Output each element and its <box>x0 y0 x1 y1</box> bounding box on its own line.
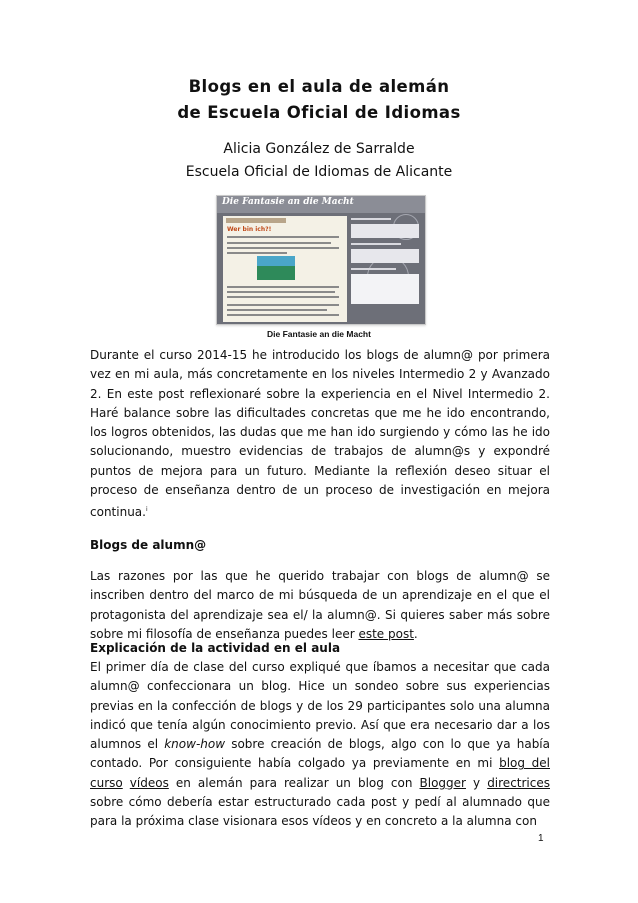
videos-link[interactable]: vídeos <box>129 775 169 790</box>
post-heading: Wer bin ich?! <box>227 226 272 233</box>
figure-caption: Die Fantasie an die Macht <box>267 329 371 339</box>
section-text: sobre creación de blogs, algo con lo que ya había contado. Por consiguiente había colgado ya previamente en mi <box>90 737 550 771</box>
text-line <box>227 236 339 238</box>
section-text-end: . <box>413 626 418 641</box>
intro-text: Durante el curso 2014-15 he introducido los blogs de alumn@ por primera vez en mi aula, más concretamente en los niveles Intermedio 2 y Avanzado 2. En este post reflexionaré sobre la experiencia en el Nivel Intermedio 2. Haré balance sobre las dificultades concretas que me he ido encontrando, los logros obtenidos, las dudas que me han ido surgiendo y cómo las he ido solucionando, muestro evidencias de trabajos de alumn@s y expondré puntos de mejora para un futuro. Mediante la reflexión deseo situar el proceso de enseñanza dentro de un proceso de investigación en mejora continua. <box>90 348 550 520</box>
footnote-marker: i <box>145 506 148 514</box>
know-how-term: know-how <box>164 737 226 752</box>
sidebar-widget <box>351 274 419 304</box>
text-line <box>227 304 339 306</box>
section-text: El primer día de clase del curso expliqué que íbamos a necesitar que cada alumn@ confeccionara un blog. Hice un sondeo sobre sus experiencias previas en la confección de blogs y de los 29 participantes solo una alumna indicó que tenía algún conocimiento previo. Así que era necesario dar a los alumnos el <box>90 660 550 752</box>
directrices-link[interactable]: directrices <box>487 775 550 790</box>
page-number: 1 <box>538 833 544 844</box>
sidebar-line <box>351 218 391 220</box>
blog-del-curso-link[interactable]: blog del curso <box>90 756 550 790</box>
sidebar-widget <box>351 224 419 238</box>
blogger-link[interactable]: Blogger <box>419 775 466 790</box>
text-line <box>227 291 335 293</box>
text-line <box>227 252 287 254</box>
document-title-line-1: Blogs en el aula de alemán <box>188 77 450 96</box>
section-heading-blogs: Blogs de alumn@ <box>90 538 207 552</box>
document-title-line-2: de Escuela Oficial de Idiomas <box>177 103 461 122</box>
este-post-link[interactable]: este post <box>358 626 414 641</box>
sidebar-line <box>351 268 396 270</box>
blog-screenshot-image <box>216 195 426 325</box>
section-text: sobre cómo debería estar estructurado cada post y pedí al alumnado que para la próxima clase visionara esos vídeos y en concreto a la alumna con <box>90 795 550 829</box>
text-line <box>227 242 331 244</box>
section-text: Las razones por las que he querido trabajar con blogs de alumn@ se inscriben dentro del marco de mi búsqueda de un aprendizaje en el que el protagonista del aprendizaje sea el/ la alumn@. Si quieres saber más sobre sobre mi filosofía de enseñanza puedes leer <box>90 569 550 641</box>
author-name: Alicia González de Sarralde <box>223 141 415 157</box>
section-text <box>123 776 130 790</box>
text-line <box>227 247 339 249</box>
section-text: y <box>465 775 488 790</box>
blog-post-area <box>223 216 347 322</box>
blog-header <box>217 196 425 213</box>
post-date-tag <box>226 218 286 223</box>
blog-header-title: Die Fantasie an die Macht <box>222 197 354 207</box>
section-paragraph-blogs <box>90 567 550 644</box>
text-line <box>227 309 327 311</box>
sidebar-line <box>351 243 401 245</box>
text-line <box>227 286 339 288</box>
section-paragraph-explicacion <box>90 658 550 832</box>
text-line <box>227 296 339 298</box>
sidebar-widget <box>351 249 419 263</box>
text-line <box>227 314 339 316</box>
author-institution: Escuela Oficial de Idiomas de Alicante <box>185 164 453 180</box>
post-photo-sky <box>257 256 295 266</box>
intro-paragraph <box>90 346 550 523</box>
section-heading-explicacion: Explicación de la actividad en el aula <box>90 641 341 655</box>
section-text: en alemán para realizar un blog con <box>168 775 420 790</box>
blog-sidebar <box>351 218 419 309</box>
